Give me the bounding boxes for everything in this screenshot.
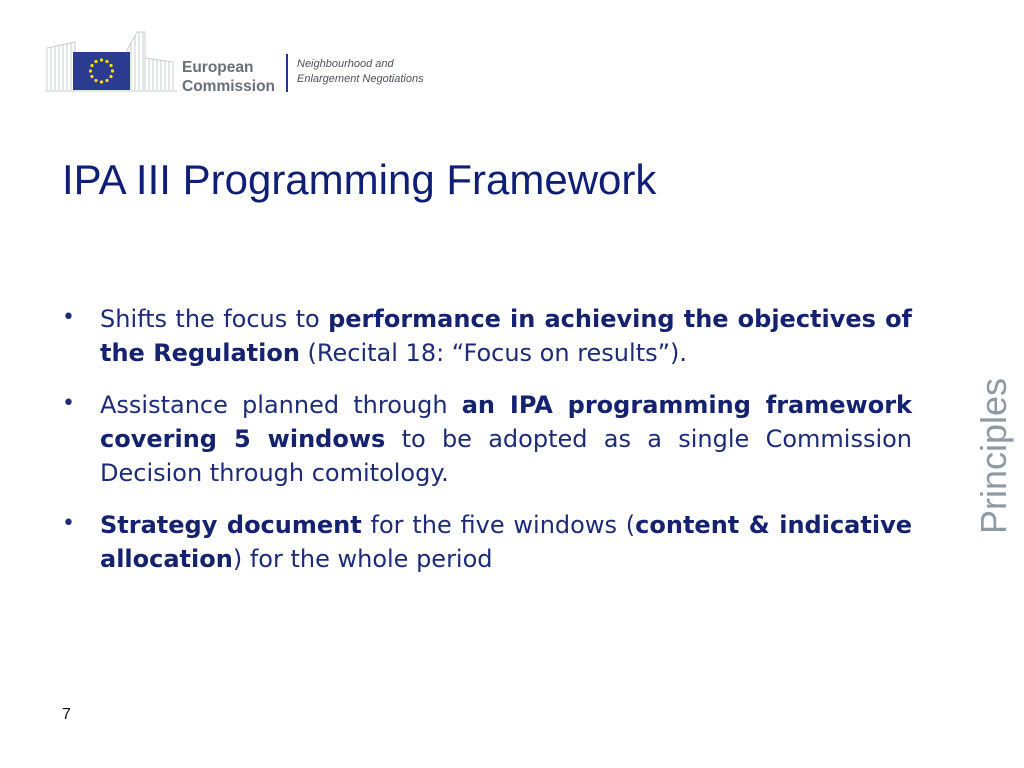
eu-star-icon	[100, 58, 103, 61]
eu-star-icon	[109, 75, 112, 78]
bullet-text	[100, 511, 912, 573]
organisation-name	[182, 58, 275, 96]
eu-star-icon	[94, 79, 97, 82]
bullet-text-run: Shifts the focus to	[100, 305, 329, 333]
eu-star-icon	[90, 75, 93, 78]
bullet-text-run-bold: Strategy document	[100, 511, 362, 539]
slide-title: IPA III Programming Framework	[62, 156, 657, 203]
section-side-label: Principles	[973, 377, 1014, 534]
bullet-text-run-bold: content & indicative allocation	[100, 511, 912, 573]
bullet-text	[100, 391, 912, 487]
eu-star-icon	[94, 60, 97, 63]
directorate-name	[297, 57, 424, 87]
page-number: 7	[62, 706, 71, 723]
bullet-text-run-bold: performance in achieving the objectives of the Regulation	[100, 305, 912, 367]
bullet-marker: •	[62, 391, 75, 416]
bullet-item	[62, 388, 912, 490]
eu-star-icon	[100, 80, 103, 83]
eu-star-icon	[90, 64, 93, 67]
eu-star-icon	[105, 60, 108, 63]
eu-star-icon	[111, 69, 114, 72]
bullet-item	[62, 302, 912, 370]
eu-star-icon	[105, 79, 108, 82]
organisation-name-line1: European	[182, 59, 254, 76]
bullet-text	[100, 305, 912, 367]
bullet-text-run: (Recital 18: “Focus on results”).	[299, 339, 688, 367]
bullet-text-run: for the five windows (	[361, 511, 636, 539]
bullet-text-run: to be adopted as a single Commission Decision through comitology.	[100, 425, 913, 487]
eu-star-icon	[89, 69, 92, 72]
bullet-list	[62, 302, 912, 594]
commission-building-flag-icon	[45, 28, 177, 92]
bullet-text-run: Assistance planned through	[100, 391, 462, 419]
bullet-marker: •	[62, 511, 75, 536]
directorate-name-line1: Neighbourhood and	[297, 58, 394, 70]
bullet-text-run-bold: an IPA programming framework covering 5 windows	[100, 391, 912, 453]
logo-separator	[286, 54, 288, 92]
european-commission-logo	[45, 28, 445, 96]
eu-star-icon	[109, 64, 112, 67]
bullet-marker: •	[62, 305, 75, 330]
organisation-name-line2: Commission	[182, 78, 276, 95]
bullet-item	[62, 508, 912, 576]
bullet-text-run: ) for the whole period	[232, 545, 493, 573]
directorate-name-line2: Enlargement Negotiations	[297, 73, 424, 85]
